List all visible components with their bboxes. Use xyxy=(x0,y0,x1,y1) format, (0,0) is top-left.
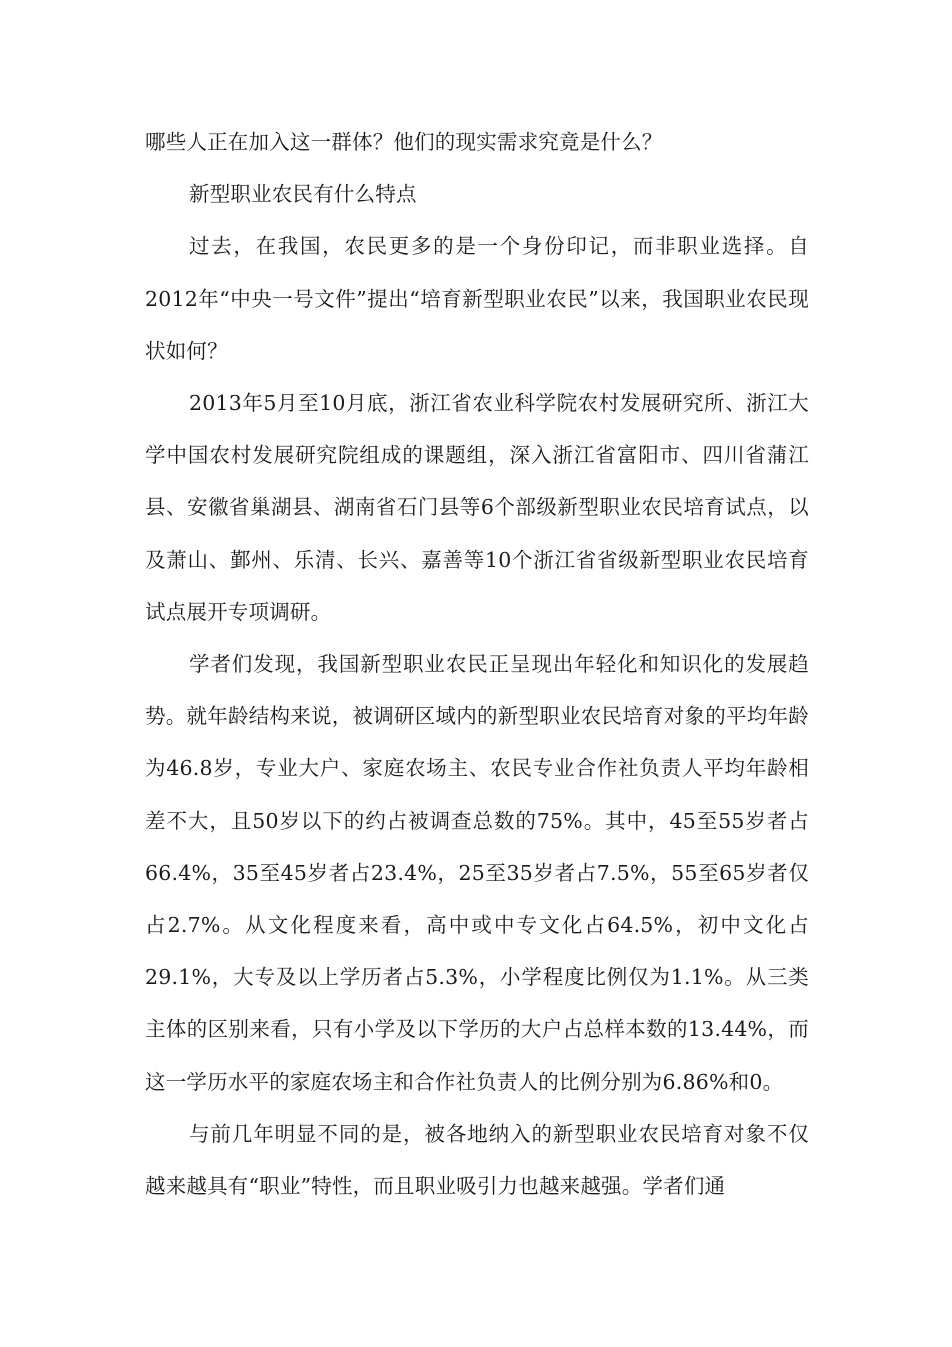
article-body xyxy=(145,116,809,1212)
paragraph-findings: 学者们发现，我国新型职业农民正呈现出年轻化和知识化的发展趋势。就年龄结构来说，被调研区域内的新型职业农民培育对象的平均年龄为46.8岁，专业大户、家庭农场主、农民专业合作社负责人平均年龄相差不大，且50岁以下的约占被调查总数的75%。其中，45至55岁者占66.4%，35至45岁者占23.4%，25至35岁者占7.5%，55至65岁者仅占2.7%。从文化程度来看，高中或中专文化占64.5%，初中文化占29.1%，大专及以上学历者占5.3%，小学程度比例仅为1.1%。从三类主体的区别来看，只有小学及以下学历的大户占总样本数的13.44%，而这一学历水平的家庭农场主和合作社负责人的比例分别为6.86%和0。 xyxy=(145,652,809,1094)
section-heading: 新型职业农民有什么特点 xyxy=(189,182,417,207)
paragraph-difference: 与前几年明显不同的是，被各地纳入的新型职业农民培育对象不仅越来越具有“职业”特性，而且职业吸引力也越来越强。学者们通 xyxy=(145,1121,809,1199)
paragraph-survey: 2013年5月至10月底，浙江省农业科学院农村发展研究所、浙江大学中国农村发展研究院组成的课题组，深入浙江省富阳市、四川省蒲江县、安徽省巢湖县、湖南省石门县等6个部级新型职业农民培育试点，以及萧山、鄞州、乐清、长兴、嘉善等10个浙江省省级新型职业农民培育试点展开专项调研。 xyxy=(145,391,809,624)
paragraph-background: 过去，在我国，农民更多的是一个身份印记，而非职业选择。自2012年“中央一号文件”提出“培育新型职业农民”以来，我国职业农民现状如何？ xyxy=(145,234,809,363)
paragraph-intro-question: 哪些人正在加入这一群体？他们的现实需求究竟是什么？ xyxy=(145,130,663,154)
